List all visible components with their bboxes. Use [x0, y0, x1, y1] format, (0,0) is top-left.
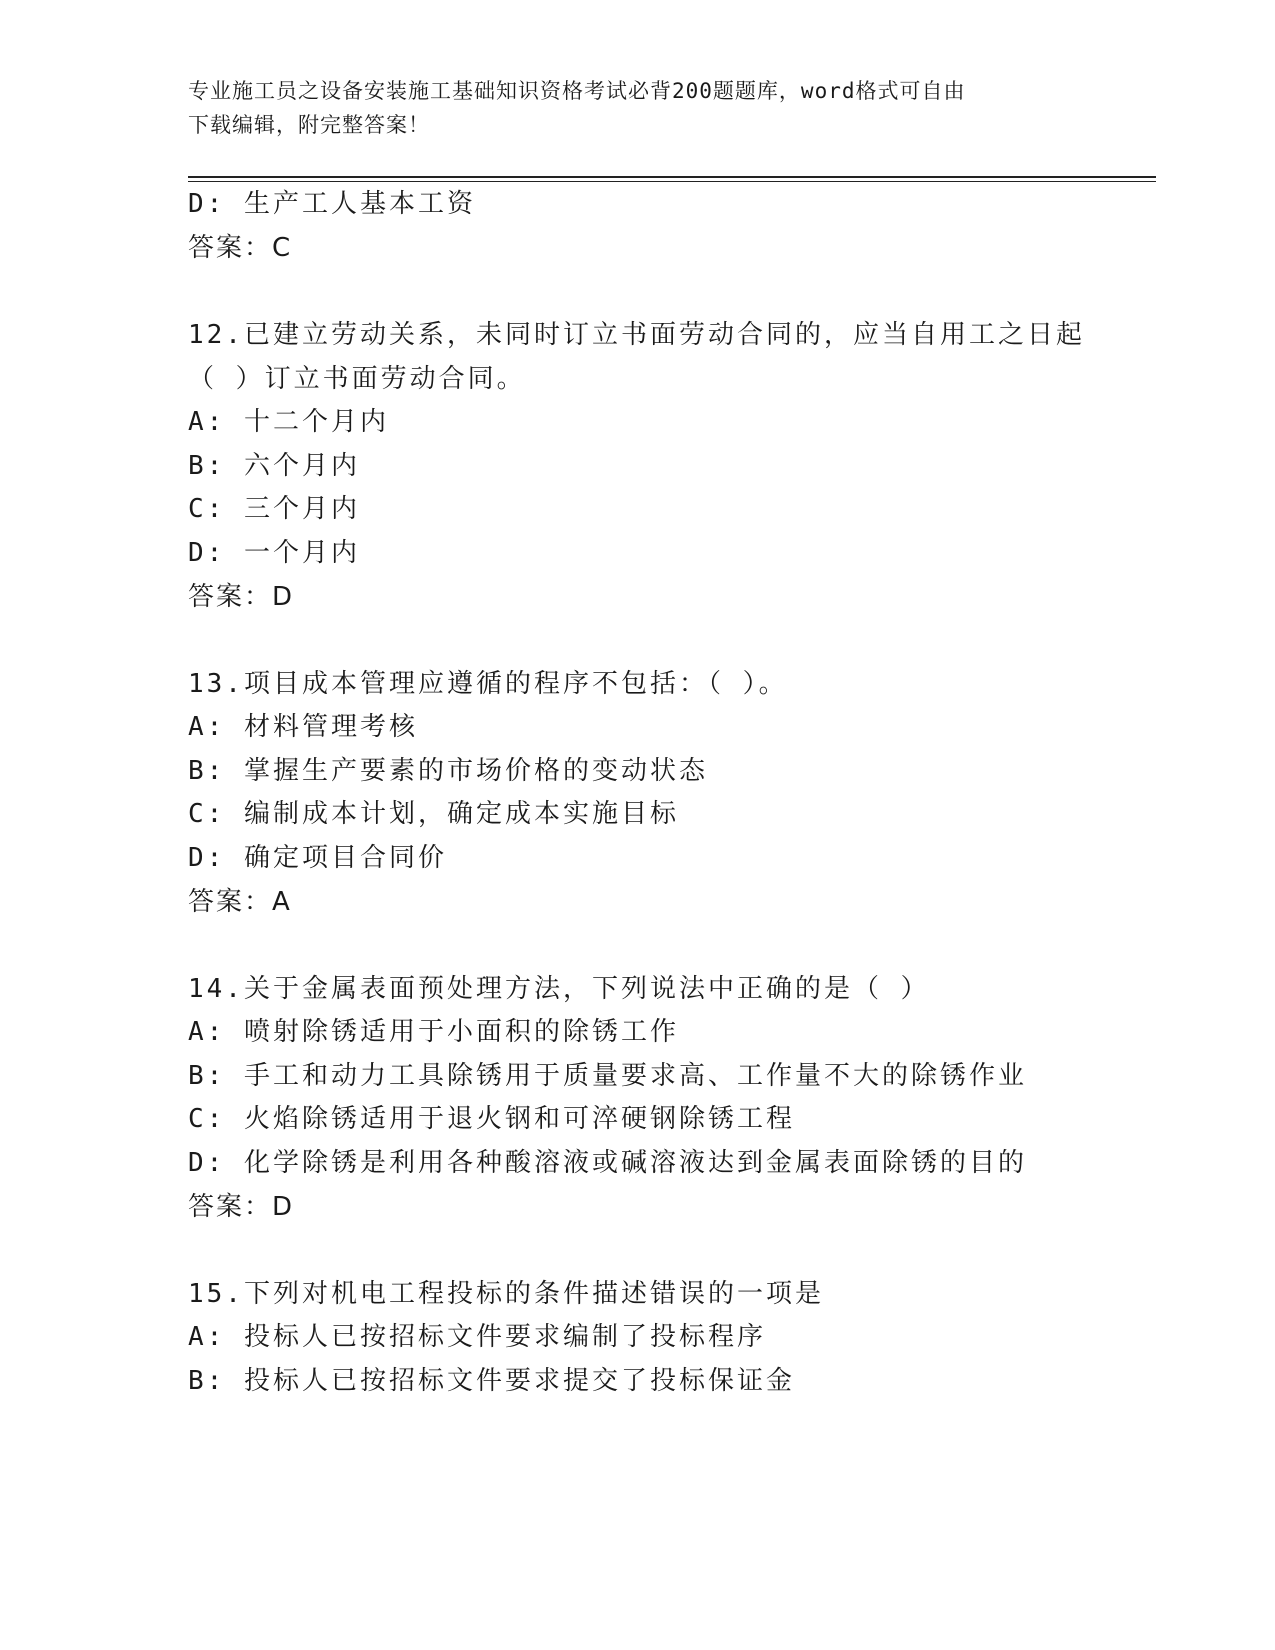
q15-option-a: A: 投标人已按招标文件要求编制了投标程序: [188, 1322, 766, 1352]
q12-stem-line-2: （ ）订立书面劳动合同。: [188, 364, 526, 394]
q12-answer: 答案：D: [188, 582, 295, 612]
q12-stem-line-1: 12.已建立劳动关系，未同时订立书面劳动合同的，应当自用工之日起: [188, 320, 1085, 350]
q12-option-c: C: 三个月内: [188, 494, 360, 524]
q13-option-c: C: 编制成本计划，确定成本实施目标: [188, 799, 679, 829]
q11-answer: 答案：C: [188, 233, 293, 263]
q14-answer: 答案：D: [188, 1192, 295, 1222]
q14-option-a: A: 喷射除锈适用于小面积的除锈工作: [188, 1017, 679, 1047]
q14-stem: 14.关于金属表面预处理方法，下列说法中正确的是（ ）: [188, 974, 930, 1004]
q12-option-a: A: 十二个月内: [188, 407, 389, 437]
document-header: [188, 74, 1088, 142]
q14-option-b: B: 手工和动力工具除锈用于质量要求高、工作量不大的除锈作业: [188, 1061, 1027, 1091]
q15-stem: 15.下列对机电工程投标的条件描述错误的一项是: [188, 1279, 824, 1309]
q15-option-b: B: 投标人已按招标文件要求提交了投标保证金: [188, 1366, 795, 1396]
q14-option-d: D: 化学除锈是利用各种酸溶液或碱溶液达到金属表面除锈的目的: [188, 1148, 1027, 1178]
header-divider-thin: [188, 181, 1156, 182]
q12-option-b: B: 六个月内: [188, 451, 360, 481]
q13-option-d: D: 确定项目合同价: [188, 843, 447, 873]
header-line-1: 专业施工员之设备安装施工基础知识资格考试必背200题题库，word格式可自由: [188, 79, 966, 103]
q13-option-a: A: 材料管理考核: [188, 712, 418, 742]
header-divider-thick: [188, 176, 1156, 178]
q11-option-d: D: 生产工人基本工资: [188, 189, 476, 219]
q14-option-c: C: 火焰除锈适用于退火钢和可淬硬钢除锈工程: [188, 1104, 795, 1134]
header-line-2: 下载编辑，附完整答案！: [188, 113, 430, 137]
q13-option-b: B: 掌握生产要素的市场价格的变动状态: [188, 756, 708, 786]
q13-answer: 答案：A: [188, 887, 292, 917]
q13-stem: 13.项目成本管理应遵循的程序不包括：（ ）。: [188, 669, 788, 699]
q12-option-d: D: 一个月内: [188, 538, 360, 568]
